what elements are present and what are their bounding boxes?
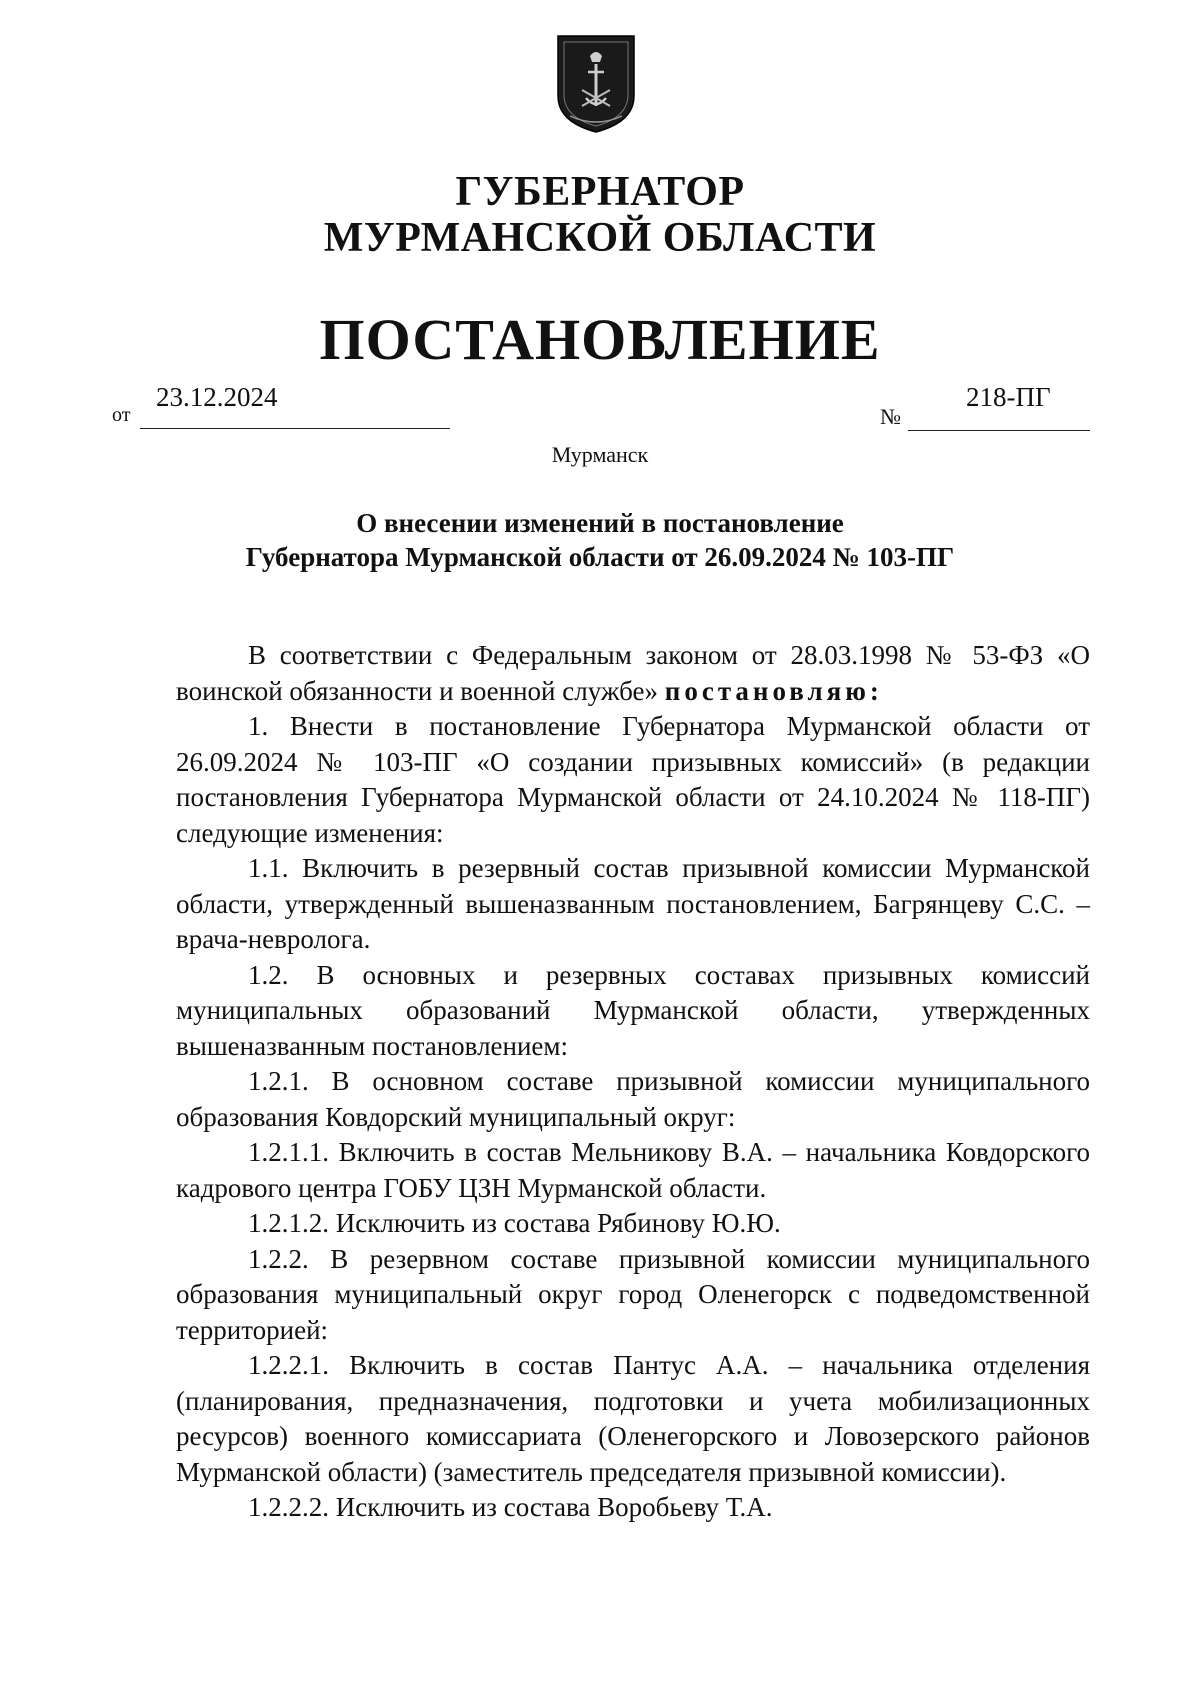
- paragraph-1: 1. Внести в постановление Губернатора Мурманской области от 26.09.2024 № 103-ПГ «О создании призывных комиссий» (в редакции постановления Губернатора Мурманской области от 24.10.2024 № 118-ПГ) следующие изменения:: [176, 711, 1090, 848]
- number-field: [880, 382, 1090, 434]
- subject-line2: Губернатора Мурманской области от 26.09.2024 № 103-ПГ: [245, 542, 955, 572]
- paragraph-1-2: 1.2. В основных и резервных составах призывных комиссий муниципальных образований Мурманской области, утвержденных вышеназванным постановлением:: [176, 959, 1090, 1061]
- preamble-text: В соответствии с Федеральным законом от 28.03.1998 № 53-ФЗ «О воинской обязанности и военной службе»: [176, 640, 1090, 706]
- paragraph-1-2-1: 1.2.1. В основном составе призывной комиссии муниципального образования Ковдорский муниципальный округ:: [176, 1066, 1090, 1132]
- paragraph-1-2-2-2: 1.2.2.2. Исключить из состава Воробьеву Т.А.: [248, 1492, 773, 1522]
- date-prefix: от: [112, 404, 131, 426]
- paragraph-1-2-1-1: 1.2.1.1. Включить в состав Мельникову В.А. – начальника Ковдорского кадрового центра ГОБУ ЦЗН Мурманской области.: [176, 1137, 1090, 1203]
- resolution-keyword: постановляю:: [664, 675, 883, 706]
- paragraph-1-2-1-2: 1.2.1.2. Исключить из состава Рябинову Ю.Ю.: [248, 1208, 781, 1238]
- authority-title-line2: МУРМАНСКОЙ ОБЛАСТИ: [323, 215, 877, 261]
- number-value: 218-ПГ: [966, 382, 1051, 412]
- date-underline: [140, 428, 450, 429]
- city-name: Мурманск: [551, 442, 649, 467]
- document-type-heading: ПОСТАНОВЛЕНИЕ: [319, 307, 881, 372]
- preamble-paragraph: [176, 638, 1090, 709]
- number-prefix: №: [880, 404, 901, 429]
- date-value: 23.12.2024: [156, 382, 278, 412]
- subject-line1: О внесении изменений в постановление: [356, 508, 844, 538]
- paragraph-1-2-2: 1.2.2. В резервном составе призывной комиссии муниципального образования муниципальный округ город Оленегорск с подведомственной территорией:: [176, 1243, 1090, 1345]
- paragraph-1-2-2-1: 1.2.2.1. Включить в состав Пантус А.А. – начальника отделения (планирования, предназначения, подготовки и учета мобилизационных ресурсов) военного комиссариата (Оленегорского и Ловозерского районов Мурманской области) (заместитель председателя призывной комиссии).: [176, 1350, 1090, 1487]
- number-underline: [908, 430, 1090, 431]
- paragraph-1-1: 1.1. Включить в резервный состав призывной комиссии Мурманской области, утвержденный вышеназванным постановлением, Багрянцеву С.С. – врача-невролога.: [176, 853, 1090, 954]
- coat-of-arms-icon: [556, 34, 636, 134]
- document-body: [176, 638, 1090, 1526]
- date-field: [112, 382, 342, 432]
- authority-title-line1: ГУБЕРНАТОР: [455, 169, 745, 215]
